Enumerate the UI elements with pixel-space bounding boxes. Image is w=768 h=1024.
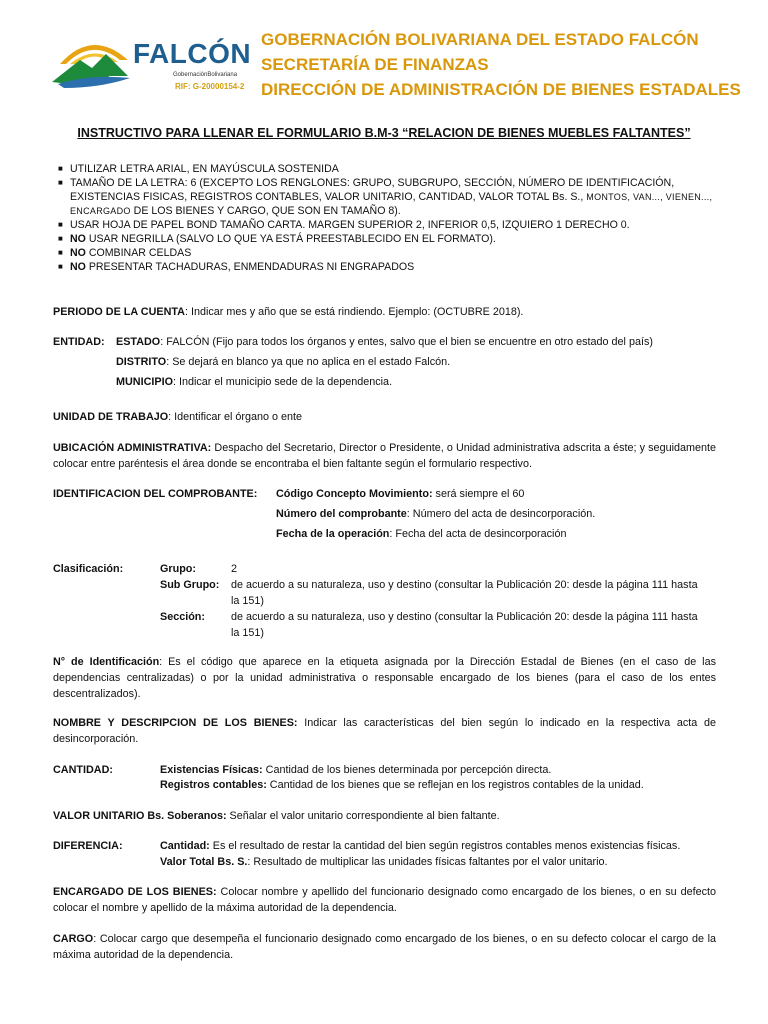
periodo-line: PERIODO DE LA CUENTA: Indicar mes y año que se está rindiendo. Ejemplo: (OCTUBRE 2018). [53, 306, 524, 318]
rule-text: COMBINAR CELDAS [85, 247, 192, 259]
rule-bold: NO [70, 261, 86, 273]
logo-subtitle: GobernaciónBolivariana [173, 72, 238, 78]
clasificacion-label: Clasificación: [53, 563, 124, 575]
rule-item [58, 246, 738, 260]
registros-line: Registros contables: Cantidad de los bienes que se reflejan en los registros contables de la unidad. [160, 779, 644, 791]
rule-bold: NO [70, 233, 86, 245]
valor-unitario-line: VALOR UNITARIO Bs. Soberanos: Señalar el valor unitario correspondiente al bien faltante. [53, 810, 500, 822]
rule-item [58, 232, 738, 246]
rule-item [58, 218, 738, 232]
nombre-paragraph: NOMBRE Y DESCRIPCION DE LOS BIENES: Indicar las características del bien según lo indicado en la respectiva acta de desincorporación. [53, 717, 716, 745]
seccion-text: de acuerdo a su naturaleza, uso y destino (consultar la Publicación 20: desde la página 111 hasta la 151) [231, 611, 698, 639]
rule-text: TAMAÑO DE LA LETRA: 6 (EXCEPTO LOS RENGLONES: GRUPO, SUBGRUPO, SECCIÓN, NÚMERO DE IDENTIFICACIÓN, EXISTENCIAS FISICAS, REGISTROS CONTABLES, VALOR UNITARIO, CANTIDAD, VALOR TOTAL Bs. S., [70, 177, 675, 203]
rule-text: DE LOS BIENES Y CARGO, QUE SON EN TAMAÑO 8). [133, 205, 401, 217]
codigo-line: Código Concepto Movimiento: será siempre el 60 [276, 488, 525, 500]
distrito-line: DISTRITO: Se dejará en blanco ya que no aplica en el estado Falcón. [116, 356, 451, 368]
cantidad-label: CANTIDAD: [53, 764, 113, 776]
identificacion-paragraph: N° de Identificación: Es el código que aparece en la etiqueta asignada por la Dirección Estadal de Bienes (en el caso de las dependencias centralizadas) o por la unidad administrativa o responsable encargado de los bienes (para el caso de los entes descentralizados). [53, 656, 716, 700]
bullet-icon: ■ [58, 164, 63, 173]
rule-item [58, 176, 738, 218]
grupo-value: 2 [231, 563, 238, 575]
document-title: INSTRUCTIVO PARA LLENAR EL FORMULARIO B.M-3 “RELACION DE BIENES MUEBLES FALTANTES” [77, 126, 691, 140]
entidad-label: ENTIDAD: [53, 336, 105, 348]
unidad-line: UNIDAD DE TRABAJO: Identificar el órgano o ente [53, 411, 303, 423]
existencias-line: Existencias Físicas: Cantidad de los bienes determinada por percepción directa. [160, 764, 552, 776]
grupo-label: Grupo: [160, 563, 196, 575]
subgrupo-text: de acuerdo a su naturaleza, uso y destino (consultar la Publicación 20: desde la página 111 hasta la 151) [231, 579, 698, 607]
diferencia-valor-line: Valor Total Bs. S.: Resultado de multiplicar las unidades físicas faltantes por el valor unitario. [160, 856, 608, 868]
rule-item [58, 260, 738, 274]
bullet-icon: ■ [58, 248, 63, 257]
numero-line: Número del comprobante: Número del acta de desincorporación. [276, 508, 596, 520]
seccion-label: Sección: [160, 611, 206, 623]
rule-text-small: MONTOS, VAN..., VIENEN..., ENCARGADO [70, 192, 713, 216]
rule-text: UTILIZAR LETRA ARIAL, EN MAYÚSCULA SOSTENIDA [70, 163, 339, 175]
rules-list [58, 162, 738, 274]
bullet-icon: ■ [58, 262, 63, 271]
header-line-3: DIRECCIÓN DE ADMINISTRACIÓN DE BIENES ESTADALES [261, 80, 741, 99]
header-line-2: SECRETARÍA DE FINANZAS [261, 55, 489, 74]
bullet-icon: ■ [58, 220, 63, 229]
rule-text: USAR HOJA DE PAPEL BOND TAMAÑO CARTA. MARGEN SUPERIOR 2, INFERIOR 0,5, IZQUIERO 1 DERECHO 0. [70, 219, 630, 231]
fecha-line: Fecha de la operación: Fecha del acta de desincorporación [276, 528, 567, 540]
bullet-icon: ■ [58, 234, 63, 243]
falcon-logo [50, 30, 250, 100]
comprobante-label: IDENTIFICACION DEL COMPROBANTE: [53, 488, 258, 500]
diferencia-cantidad-line: Cantidad: Es el resultado de restar la cantidad del bien según registros contables menos existencias físicas. [160, 840, 681, 852]
estado-line: ESTADO: FALCÓN (Fijo para todos los órganos y entes, salvo que el bien se encuentre en otro estado del país) [116, 336, 653, 348]
header-line-1: GOBERNACIÓN BOLIVARIANA DEL ESTADO FALCÓN [261, 30, 699, 49]
diferencia-label: DIFERENCIA: [53, 840, 123, 852]
rule-item [58, 162, 738, 176]
cargo-paragraph: CARGO: Colocar cargo que desempeña el funcionario designado como encargado de los bienes, o en su defecto colocar el cargo de la máxima autoridad de la dependencia. [53, 933, 716, 961]
logo-rif: RIF: G-20000154-2 [175, 82, 245, 91]
rule-bold: NO [70, 247, 86, 259]
ubicacion-paragraph: UBICACIÓN ADMINISTRATIVA: Despacho del Secretario, Director o Presidente, o Unidad administrativa adscrita a éste; y seguidamente colocar entre paréntesis el área donde se encontraba el bien faltante según el formulario respectivo. [53, 442, 716, 470]
rule-text: USAR NEGRILLA (SALVO LO QUE YA ESTÁ PREESTABLECIDO EN EL FORMATO). [85, 233, 496, 245]
bullet-icon: ■ [58, 178, 63, 187]
municipio-line: MUNICIPIO: Indicar el municipio sede de la dependencia. [116, 376, 393, 388]
subgrupo-label: Sub Grupo: [160, 579, 220, 591]
encargado-paragraph: ENCARGADO DE LOS BIENES: Colocar nombre y apellido del funcionario designado como encargado de los bienes, o en su defecto colocar el nombre y apellido de la máxima autoridad de la dependencia. [53, 886, 716, 914]
logo-wordmark: FALCÓN [133, 38, 252, 69]
rule-text: PRESENTAR TACHADURAS, ENMENDADURAS NI ENGRAPADOS [85, 261, 415, 273]
